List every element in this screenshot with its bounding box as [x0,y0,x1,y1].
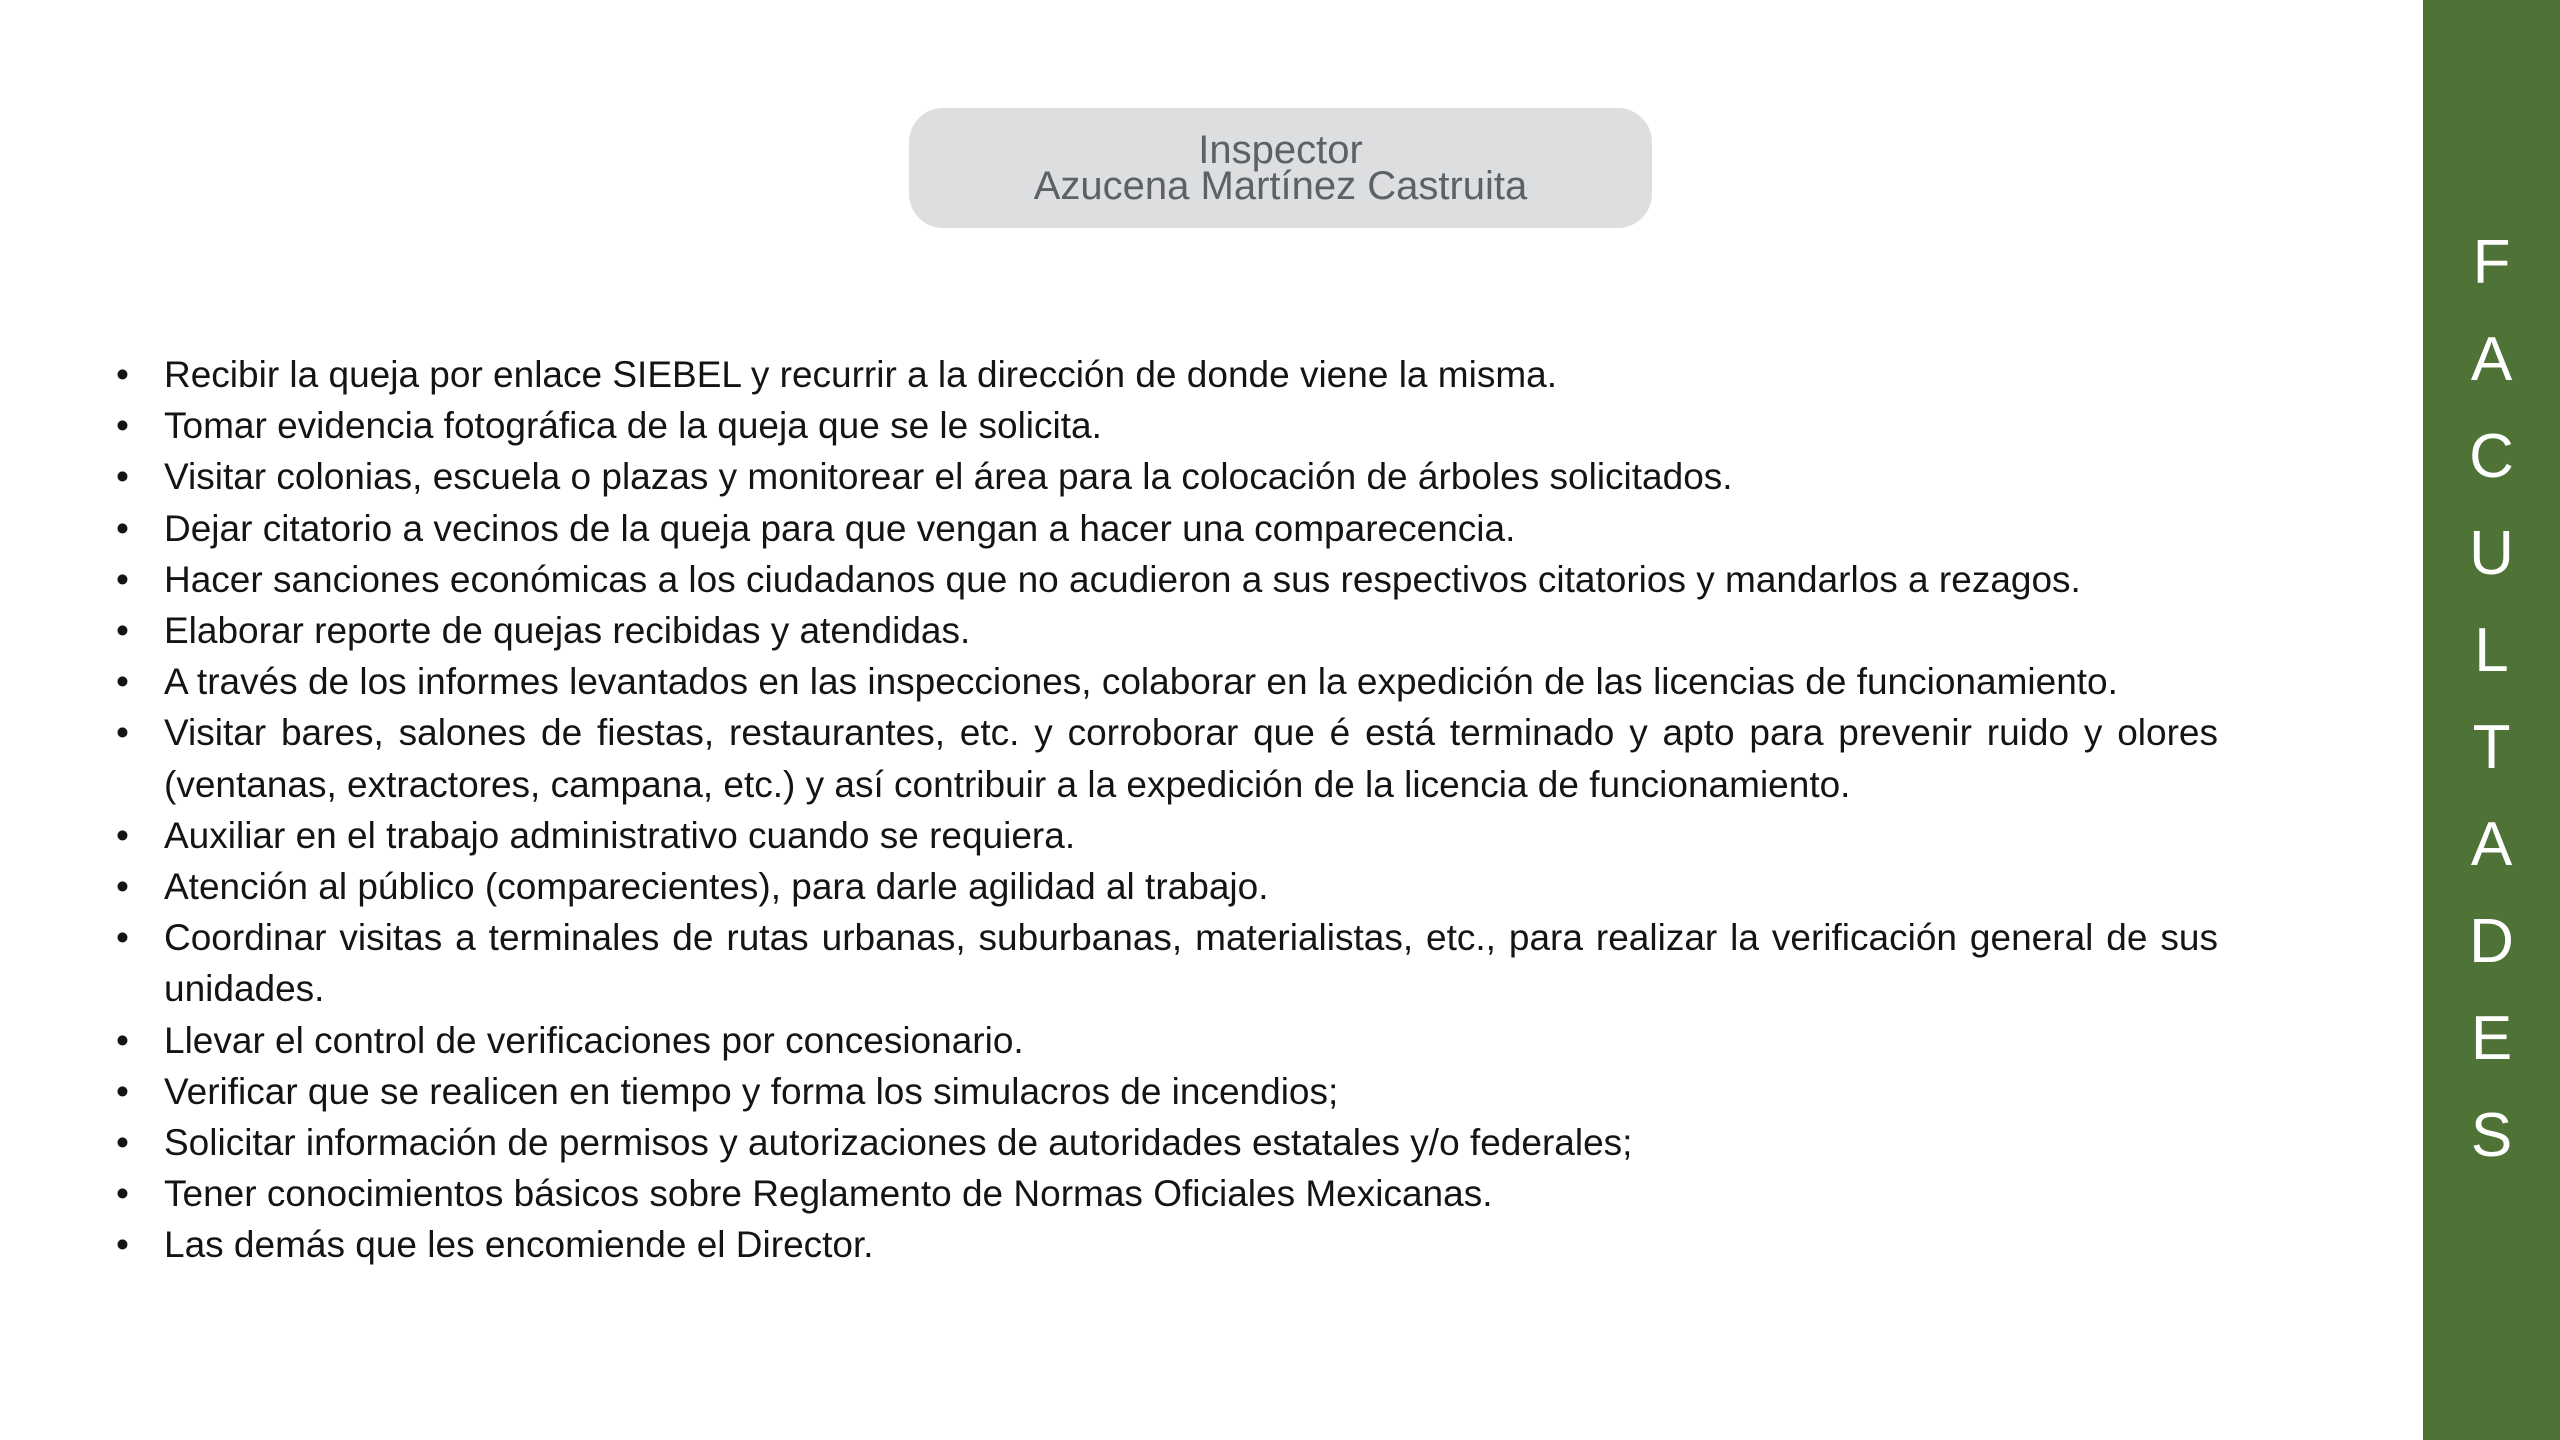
list-item [112,912,2218,1014]
title-role: Inspector [1198,128,1363,172]
list-item-text: A través de los informes levantados en las inspecciones, colaborar en la expedición de las licencias de funcionamiento. [164,661,2118,703]
bullet-icon: • [116,866,129,908]
list-item-text: Elaborar reporte de quejas recibidas y atendidas. [164,610,971,652]
title-person-name: Azucena Martínez Castruita [1033,164,1528,208]
list-item [112,1117,2218,1168]
list-item-text: Dejar citatorio a vecinos de la queja para que vengan a hacer una comparecencia. [164,507,1516,549]
list-item-text: Atención al público (comparecientes), para darle agilidad al trabajo. [164,866,1269,908]
list-item-text: Llevar el control de verificaciones por concesionario. [164,1019,1024,1061]
list-item-text: Las demás que les encomiende el Director. [164,1224,874,1266]
sidebar-letter: E [2470,1004,2513,1073]
list-item-text: Tomar evidencia fotográfica de la queja que se le solicita. [164,405,1102,447]
list-item [112,503,2218,554]
list-item-text: Solicitar información de permisos y autorizaciones de autoridades estatales y/o federales; [164,1122,1633,1164]
bullet-icon: • [116,814,129,856]
bullet-icon: • [116,507,129,549]
bullet-icon: • [116,610,129,652]
list-item [112,1015,2218,1066]
bullet-icon: • [116,354,129,395]
list-item [112,605,2218,656]
list-item-text: Hacer sanciones económicas a los ciudadanos que no acudieron a sus respectivos citatorios y mandarlos a rezagos. [164,558,2081,600]
list-item-text: Tener conocimientos básicos sobre Reglamento de Normas Oficiales Mexicanas. [164,1173,1493,1215]
bullet-icon: • [116,1173,129,1215]
bullet-icon: • [116,917,129,959]
bullet-icon: • [116,1019,129,1061]
duties-list [112,349,2218,1271]
list-item [112,1168,2218,1219]
sidebar-letter: U [2469,519,2514,588]
list-item [112,1066,2218,1117]
bullet-icon: • [116,1070,129,1112]
bullet-icon: • [116,661,129,703]
sidebar-letter: S [2470,1101,2513,1170]
bullet-icon: • [116,1122,129,1164]
sidebar-letter: T [2472,713,2511,782]
list-item-text: Auxiliar en el trabajo administrativo cuando se requiera. [164,814,1076,856]
list-item [112,400,2218,451]
sidebar-letter: F [2472,228,2511,297]
sidebar-letter: C [2469,422,2514,491]
list-item [112,451,2218,502]
list-item [112,810,2218,861]
bullet-icon: • [116,405,129,447]
bullet-icon: • [116,558,129,600]
list-item [112,861,2218,912]
list-item-text: Verificar que se realicen en tiempo y forma los simulacros de incendios; [164,1070,1339,1112]
facultades-sidebar [2423,0,2560,1440]
list-item [112,707,2218,809]
list-item [112,656,2218,707]
sidebar-letter: A [2470,810,2513,879]
bullet-icon: • [116,456,129,498]
bullet-icon: • [116,712,129,754]
sidebar-letter: D [2469,907,2514,976]
list-item [112,349,2218,400]
list-item [112,1219,2218,1270]
list-item [112,554,2218,605]
list-item-text: Visitar bares, salones de fiestas, restaurantes, etc. y corroborar que é está terminado y apto para prevenir ruido y olores (ventanas, extractores, campana, etc.) y así contribuir a la expedición de la licencia de funcionamiento. [164,712,2218,805]
sidebar-letter: A [2470,325,2513,394]
list-item-text: Coordinar visitas a terminales de rutas urbanas, suburbanas, materialistas, etc., para realizar la verificación general de sus unidades. [164,917,2218,1010]
sidebar-letter: L [2474,616,2509,685]
title-box [909,108,1652,228]
list-item-text: Recibir la queja por enlace SIEBEL y recurrir a la dirección de donde viene la misma. [164,354,1557,395]
list-item-text: Visitar colonias, escuela o plazas y monitorear el área para la colocación de árboles solicitados. [164,456,1733,498]
bullet-icon: • [116,1224,129,1266]
